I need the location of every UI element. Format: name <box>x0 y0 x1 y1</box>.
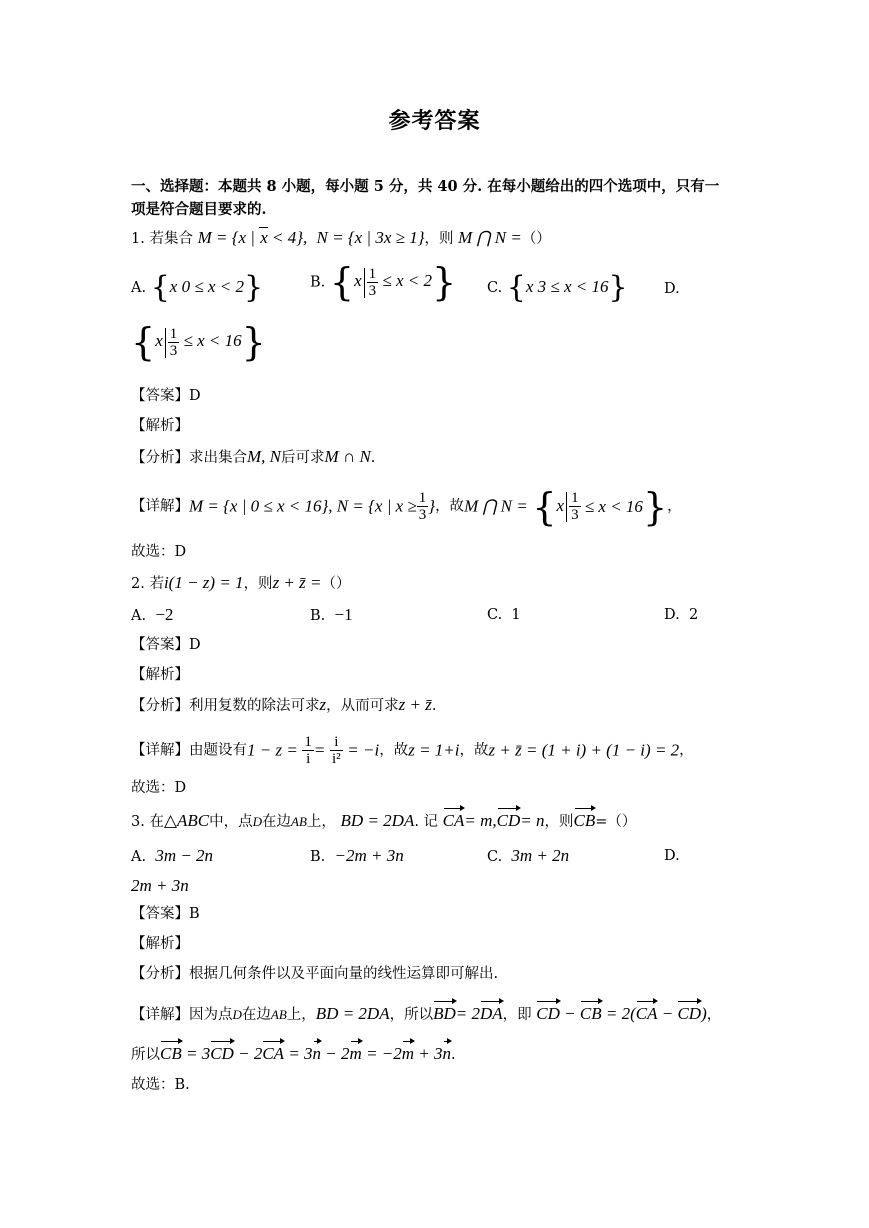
q1-option-c-set: {x 3 ≤ x < 16} <box>506 270 628 306</box>
q2-stem <box>131 572 351 595</box>
q1-detail-label: 【详解】 <box>131 498 189 515</box>
q1-option-c <box>487 270 628 306</box>
q1-choose-value: D <box>174 544 187 560</box>
q2-answer-label: 【答案】 <box>131 637 189 653</box>
q3-detail-eq: BD = 2DA <box>315 1004 390 1023</box>
q1-sqrt-x: x <box>260 228 268 247</box>
q2-option-d: D. 2 <box>664 607 699 623</box>
q3-detail-vec-da: DA <box>479 1004 503 1023</box>
q2-choose-value: D <box>174 780 187 796</box>
q2-analysis-label: 【解析】 <box>131 667 189 683</box>
q2-blank: （） <box>321 576 351 592</box>
q2-detail-frac1: $\frac{1}{i}$ <box>304 734 312 767</box>
q3-stem-text-c: 在边 <box>262 814 292 830</box>
q1-option-b-set: {x $\frac{1}{3}$ ≤ x < 2} <box>329 260 457 305</box>
q3-detail: 【详解】因为点D在边AB上，BD = 2DA，所以BD= 2DA，即 CD − CB = 2(CA − CD)， <box>131 1004 722 1023</box>
q1-option-a <box>131 270 264 306</box>
q3-option-d-letter: D. <box>664 848 680 864</box>
q1-fenxi-sets: M, N <box>247 447 281 466</box>
q2-option-c: C. 1 <box>487 607 521 623</box>
q1-choose <box>131 541 186 563</box>
q3-detail-d: D <box>232 1007 242 1022</box>
q1-detail-frac: $\frac{1}{3}$ <box>418 490 427 523</box>
q2-detail-label: 【详解】 <box>131 742 189 759</box>
q2-detail-text2: ，故 <box>379 742 409 759</box>
q2-answer <box>131 634 201 656</box>
q3-stem-text-b: 中，点 <box>209 814 253 830</box>
q3-choose <box>131 1074 190 1096</box>
q3-fenxi <box>131 963 498 985</box>
section-heading-line2: 项是符合题目要求的. <box>131 201 267 218</box>
q2-fenxi-text2: ，从而可求 <box>326 698 399 714</box>
q1-stem-text-a: 若集合 <box>149 231 193 247</box>
q1-fenxi-result: M ∩ N <box>324 447 371 466</box>
q3-choose-value: B. <box>174 1077 190 1093</box>
q3-option-c: C. 3m + 2n <box>487 846 570 865</box>
q3-stem-text-a: 在 <box>149 814 164 830</box>
q1-option-c-letter: C. <box>487 280 503 296</box>
q3-vector-ca: CA <box>442 811 465 830</box>
q3-detail-line2-text: 所以 <box>131 1047 160 1063</box>
q2-detail-z: z = 1+i <box>408 740 460 760</box>
q3-detail-vec-bd: BD <box>433 1004 456 1023</box>
q2-option-a: A. −2 <box>131 605 174 624</box>
q2-equation: i(1 − z) = 1 <box>163 573 244 592</box>
q2-detail-sum: z + z̄ = (1 + i) + (1 − i) = 2 <box>488 740 680 760</box>
q3-stem-text-e: . 记 <box>414 814 439 830</box>
q3-condition: BD = 2DA <box>340 811 415 830</box>
q1-set-m-prefix: M = {x | <box>197 228 260 247</box>
q2-detail-lhs: 1 − z = <box>247 740 298 760</box>
q1-option-a-letter: A. <box>131 280 147 296</box>
q3-side-ab: AB <box>291 814 307 829</box>
q3-answer <box>131 903 200 925</box>
q3-detail-text5: ，即 <box>502 1007 532 1023</box>
q2-option-b: B. −1 <box>310 605 353 624</box>
q2-stem-text-b: ，则 <box>243 576 273 592</box>
q3-vector-cd: CD <box>496 811 521 830</box>
q3-answer-value: B <box>189 906 200 922</box>
q2-fenxi-text: 利用复数的除法可求 <box>189 698 320 714</box>
q3-detail-text: 因为点 <box>189 1007 233 1023</box>
q3-vector-n: = n <box>520 811 545 830</box>
q3-detail-vector-eq: CD − CB = 2(CA − CD) <box>536 1004 707 1023</box>
q3-detail-text3: 上， <box>286 1007 316 1023</box>
q2-answer-value: D <box>189 637 201 653</box>
q2-fenxi: 【分析】利用复数的除法可求z，从而可求z + z̄. <box>131 695 437 714</box>
q1-option-b <box>310 260 457 305</box>
q3-vector-cb: CB <box>573 811 596 830</box>
q3-detail-text2: 在边 <box>241 1007 271 1023</box>
section-heading-line1: 一、选择题：本题共 8 小题，每小题 5 分，共 40 分. 在每小题给出的四个选项中，只有一 <box>131 178 720 195</box>
q3-triangle: △ABC <box>163 811 210 830</box>
q3-option-b: B. −2m + 3n <box>310 846 404 865</box>
q3-choose-label: 故选： <box>131 1077 175 1093</box>
q3-option-d: 2m + 3n <box>131 876 189 895</box>
q3-analysis-label: 【解析】 <box>131 936 189 952</box>
q2-detail: 【详解】由题设有1 − z = $\frac{1}{i}$ = $\frac{i}{\text{i²}}$ = −i，故z = 1+i，故z + z̄ = (1 + i) + (1 − i) = 2， <box>131 734 694 767</box>
q3-number: 3. <box>131 814 145 830</box>
q2-stem-text-a: 若 <box>149 576 164 592</box>
q1-detail-text: ，故 <box>435 498 465 515</box>
q3-detail-ab: AB <box>270 1007 287 1022</box>
q3-vector-m: = m, <box>464 811 497 830</box>
q1-analysis-label: 【解析】 <box>131 418 189 434</box>
q1-detail: 【详解】M = {x | 0 ≤ x < 16}, N = {x | x ≥ $\frac{1}{3}$ }，故M ⋂ N = {x $\frac{1}{3}$ ≤ x < 16}， <box>131 484 682 529</box>
q1-answer-label: 【答案】 <box>131 388 189 404</box>
q3-fenxi-text: 根据几何条件以及平面向量的线性运算即可解出. <box>189 966 499 982</box>
q1-set-n: N = {x | 3x ≥ 1} <box>316 228 425 247</box>
q1-answer-value: D <box>189 388 201 404</box>
q3-detail-label: 【详解】 <box>131 1007 189 1023</box>
q1-stem <box>131 227 551 250</box>
q2-number: 2. <box>131 576 145 592</box>
q1-fenxi-text2: 后可求 <box>281 450 325 466</box>
q3-point-d: D <box>252 814 263 829</box>
q2-detail-text: 由题设有 <box>189 742 247 759</box>
q1-detail-close: } <box>428 496 436 516</box>
q1-intersection: M ⋂ N = <box>458 228 522 247</box>
q1-option-b-letter: B. <box>310 274 326 291</box>
q1-detail-result: {x $\frac{1}{3}$ ≤ x < 16} <box>532 484 668 529</box>
q1-number: 1. <box>131 231 145 247</box>
q1-fenxi-label: 【分析】 <box>131 450 189 466</box>
q2-detail-frac2: $\frac{i}{\text{i²}}$ <box>332 734 341 767</box>
q3-option-a: A. 3m − 2n <box>131 846 214 865</box>
q3-stem-text-d: 上， <box>306 814 336 830</box>
q1-blank: （） <box>521 231 551 247</box>
q3-blank: =（） <box>595 814 637 830</box>
q3-stem <box>131 810 636 833</box>
q2-choose <box>131 777 186 799</box>
q2-detail-eq-rest: = −i <box>347 740 380 760</box>
q3-detail-result: CB = 3CD − 2CA = 3n − 2m = −2m + 3n <box>160 1044 452 1063</box>
q1-stem-text-b: ，则 <box>424 231 454 247</box>
q3-detail-eq2: = 2 <box>455 1004 480 1023</box>
page-title: 参考答案 <box>388 108 481 134</box>
q1-answer <box>131 385 201 407</box>
q1-option-d-set: {x $\frac{1}{3}$ ≤ x < 16} <box>131 320 266 365</box>
q1-option-d <box>131 320 266 365</box>
q3-fenxi-label: 【分析】 <box>131 966 189 982</box>
q2-fenxi-z: z <box>319 695 327 714</box>
q1-option-d-letter: D. <box>664 281 680 297</box>
q3-stem-text-f: ，则 <box>544 814 574 830</box>
q1-set-m-suffix: < 4}, <box>267 228 308 247</box>
q2-fenxi-label: 【分析】 <box>131 698 189 714</box>
q2-fenxi-result: z + z̄ <box>398 695 432 714</box>
q3-detail-text4: ，所以 <box>389 1007 434 1023</box>
q1-fenxi-text: 求出集合 <box>189 450 247 466</box>
q3-detail-line2: 所以CB = 3CD − 2CA = 3n − 2m = −2m + 3n. <box>131 1044 456 1063</box>
q3-answer-label: 【答案】 <box>131 906 189 922</box>
q1-option-a-set: {x 0 ≤ x < 2} <box>150 270 264 306</box>
q1-detail-sets: M = {x | 0 ≤ x < 16}, N = {x | x ≥ <box>189 496 417 516</box>
q2-target: z + z̄ = <box>272 573 322 592</box>
q1-choose-label: 故选： <box>131 544 175 560</box>
q1-detail-intersection: M ⋂ N = <box>464 496 528 516</box>
q2-detail-text3: ，故 <box>459 742 489 759</box>
q2-choose-label: 故选： <box>131 780 175 796</box>
q1-fenxi: 【分析】求出集合M, N后可求M ∩ N. <box>131 447 376 466</box>
